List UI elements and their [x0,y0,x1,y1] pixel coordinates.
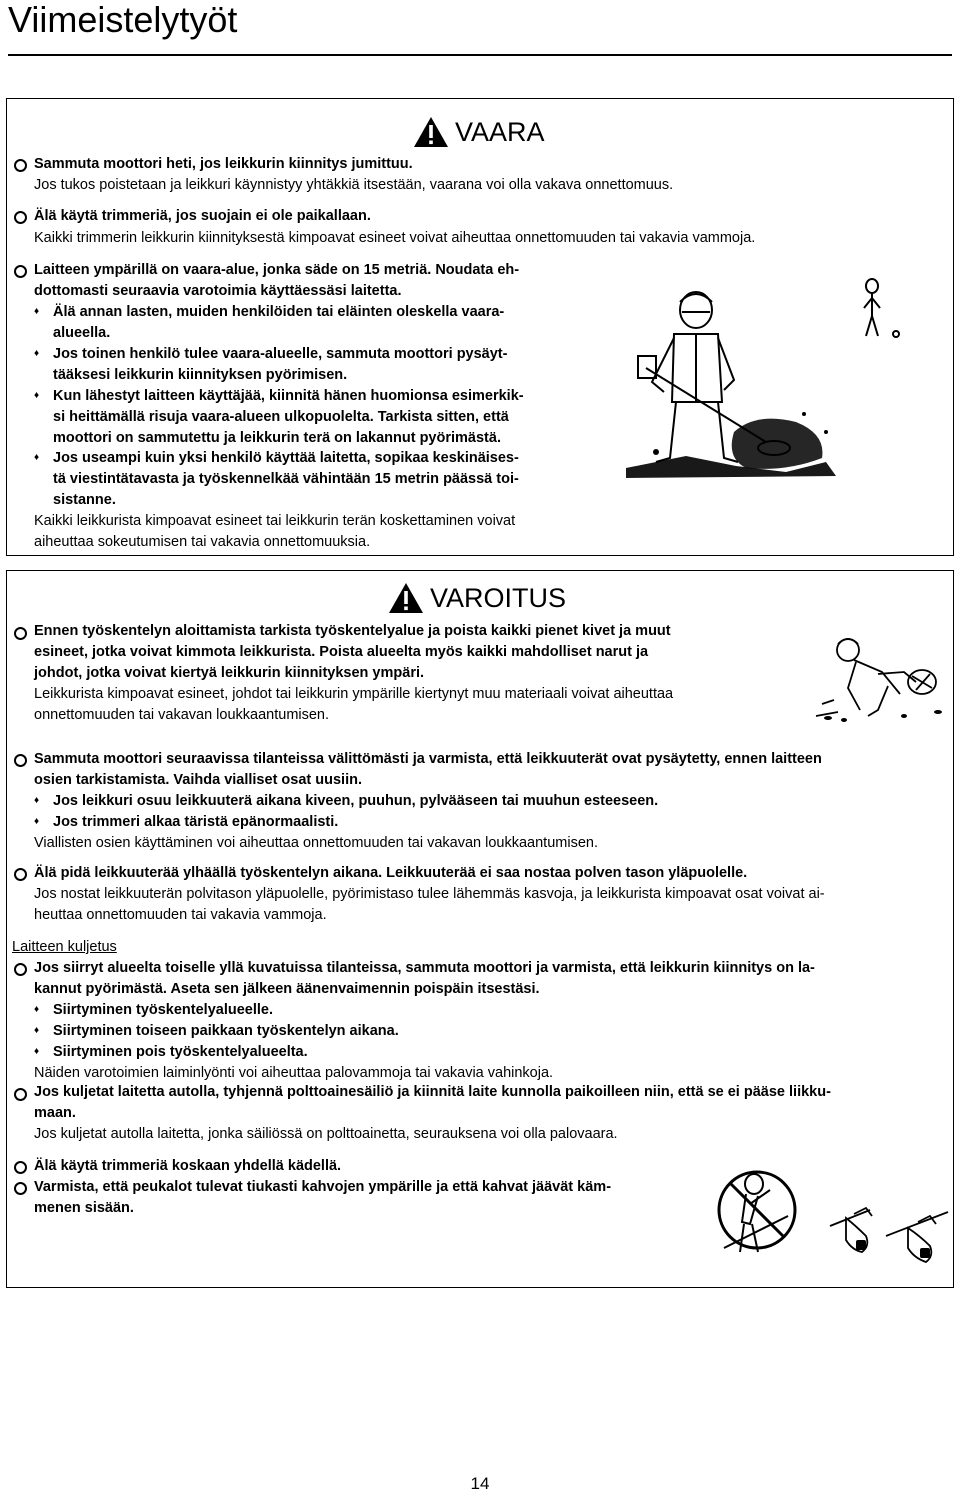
diamond-bullet-icon: ♦ [34,348,40,359]
bullet-icon [14,265,27,278]
transport-item-2-bold-line: maan. [34,1105,76,1121]
warning-item-1-text-line: onnettomuuden tai vakavan loukkaantumisen. [34,707,330,723]
danger-item-3-text-line: Kaikki leikkurista kimpoavat esineet tai leikkurin terän koskettaminen voivat [34,513,516,529]
warning-item-2-bold-line: osien tarkistamista. Vaihda vialliset osat uusiin. [34,772,362,788]
danger-sub-4-line: tä viestintätavasta ja työskennelkää vähintään 15 metrin päässä toi- [53,471,519,487]
transport-sub: Siirtyminen toiseen paikkaan työskentelyn aikana. [53,1023,399,1039]
transport-item-2-bold-line: Jos kuljetat laitetta autolla, tyhjennä polttoainesäiliö ja kiinnitä laite kunnolla paikoilleen niin, että se ei pääse liikku- [34,1084,831,1100]
bullet-icon [14,159,27,172]
danger-item-2-text: Kaikki trimmerin leikkurin kiinnityksestä kimpoavat esineet voivat aiheuttaa onnettomuuden tai vakavia vammoja. [34,230,756,246]
bullet-icon [14,754,27,767]
warning-item-1-bold-line: johdot, jotka voivat kiertyä leikkurin kiinnityksen ympäri. [34,665,425,681]
diamond-bullet-icon: ♦ [34,390,40,401]
transport-sub: Siirtyminen työskentelyalueelle. [53,1002,274,1018]
danger-sub-1-line: Älä annan lasten, muiden henkilöiden tai eläinten oleskella vaara- [53,304,505,320]
diamond-bullet-icon: ♦ [34,1004,40,1015]
warning-item-1-bold-line: esineet, jotka voivat kimmota leikkurista. Poista alueelta myös kaikki mahdolliset narut ja [34,644,649,660]
trimmer-operator-illustration [626,272,906,480]
warning-item-3-text-line: heuttaa onnettomuuden tai vakavia vammoja. [34,907,327,923]
danger-item-3-bold-line: Laitteen ympärillä on vaara-alue, jonka säde on 15 metriä. Noudata eh- [34,262,520,278]
transport-item-1-text: Näiden varotoimien laiminlyönti voi aiheuttaa palovammoja tai vakavia vahinkoja. [34,1065,554,1081]
warning-item-1-bold-line: Ennen työskentelyn aloittamista tarkista työskentelyalue ja poista kaikki pienet kivet ja muut [34,623,671,639]
title-divider [8,54,952,56]
danger-header [413,116,545,148]
diamond-bullet-icon: ♦ [34,795,40,806]
clearing-area-illustration [808,632,954,724]
bullet-icon [14,1161,27,1174]
transport-item-1-bold-line: kannut pyörimästä. Aseta sen jälkeen äänenvaimennin poispäin itsestäsi. [34,981,540,997]
danger-sub-2-line: Jos toinen henkilö tulee vaara-alueelle, sammuta moottori pysäyt- [53,346,508,362]
danger-sub-4-line: Jos useampi kuin yksi henkilö käyttää laitetta, sopikaa keskinäises- [53,450,519,466]
danger-header-label: VAARA [455,116,545,147]
danger-sub-4-line: sistanne. [53,492,116,508]
page-title: Viimeistelytyöt [8,0,238,40]
transport-item-2-text: Jos kuljetat autolla laitetta, jonka säiliössä on polttoainetta, seurauksena voi olla palovaara. [34,1126,618,1142]
danger-item-1-bold: Sammuta moottori heti, jos leikkurin kiinnitys jumittuu. [34,156,413,172]
diamond-bullet-icon: ♦ [34,816,40,827]
danger-sub-3-line: si heittämällä risuja vaara-alueen ulkopuolelta. Tarkista sitten, että [53,409,509,425]
warning-item-3-bold: Älä pidä leikkuuterää ylhäällä työskentelyn aikana. Leikkuuterää ei saa nostaa polven tason yläpuolelle. [34,865,748,881]
warning-item-2-sub: Jos leikkuri osuu leikkuuterä aikana kiveen, puuhun, pylvääseen tai muuhun esteeseen. [53,793,659,809]
bullet-icon [14,211,27,224]
warning-item-2-text: Viallisten osien käyttäminen voi aiheuttaa onnettomuuden tai vakavan loukkaantumisen. [34,835,598,851]
diamond-bullet-icon: ♦ [34,1025,40,1036]
warning-item-3-text-line: Jos nostat leikkuuterän polvitason yläpuolelle, pyörimistaso tulee lähemmäs kasvoja, ja leikkurista kimpoavat osat voivat ai- [34,886,825,902]
transport-item-1-bold-line: Jos siirryt alueelta toiselle yllä kuvatuissa tilanteissa, sammuta moottori ja varmista, että leikkurin kiinnitys on la- [34,960,815,976]
danger-sub-2-line: tääksesi leikkurin kiinnityksen pyörimisen. [53,367,348,383]
transport-sub: Siirtyminen pois työskentelyalueelta. [53,1044,308,1060]
bullet-icon [14,1088,27,1101]
warning-item-2-sub: Jos trimmeri alkaa täristä epänormaalisti. [53,814,339,830]
page-number: 14 [470,1474,490,1493]
warning-triangle-icon [388,582,424,614]
transport-heading: Laitteen kuljetus [12,939,117,955]
danger-sub-1-line: alueella. [53,325,111,341]
danger-item-3-bold-line: dottomasti seuraavia varotoimia käyttäessäsi laitetta. [34,283,402,299]
warning-header-label: VAROITUS [430,582,567,613]
transport-item-4-bold-line: Varmista, että peukalot tulevat tiukasti kahvojen ympärille ja että kahvat jäävät käm- [34,1179,612,1195]
warning-header [388,582,566,614]
transport-item-4-bold-line: menen sisään. [34,1200,134,1216]
bullet-icon [14,627,27,640]
danger-sub-3-line: Kun lähestyt laitteen käyttäjää, kiinnitä hänen huomionsa esimerkik- [53,388,524,404]
diamond-bullet-icon: ♦ [34,306,40,317]
diamond-bullet-icon: ♦ [34,1046,40,1057]
bullet-icon [14,1182,27,1195]
danger-item-1-text: Jos tukos poistetaan ja leikkuri käynnistyy yhtäkkiä itsestään, vaarana voi olla vakava onnettomuus. [34,177,674,193]
danger-sub-3-line: moottori on sammutettu ja leikkurin terä on lakannut pyörimästä. [53,430,501,446]
danger-item-3-text-line: aiheuttaa sokeutumisen tai vakavia onnettomuuksia. [34,534,371,550]
diamond-bullet-icon: ♦ [34,452,40,463]
warning-item-2-bold-line: Sammuta moottori seuraavissa tilanteissa välittömästi ja varmista, että leikkuuterät ovat pysäytetty, ennen laitteen [34,751,822,767]
warning-item-1-text-line: Leikkurista kimpoavat esineet, johdot tai leikkurin ympärille kiertynyt muu materiaali voivat aiheuttaa [34,686,674,702]
danger-item-2-bold: Älä käytä trimmeriä, jos suojain ei ole paikallaan. [34,208,371,224]
bullet-icon [14,868,27,881]
bullet-icon [14,963,27,976]
no-one-hand-illustration [714,1160,800,1270]
two-hands-grip-illustration [826,1196,952,1268]
warning-triangle-icon [413,116,449,148]
transport-item-3-bold: Älä käytä trimmeriä koskaan yhdellä kädellä. [34,1158,342,1174]
